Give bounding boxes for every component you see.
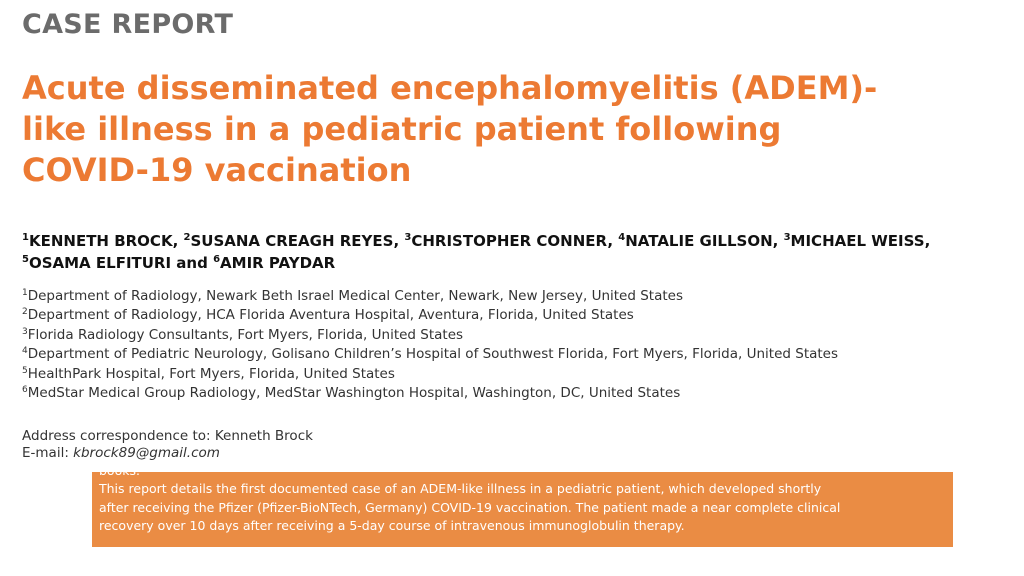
abstract-line: after receiving the Pfizer (Pfizer-BioNTech, Germany) COVID-19 vaccination. The patient made a near complete clinical xyxy=(99,499,841,515)
title-line: Acute disseminated encephalomyelitis (ADEM)- xyxy=(22,69,878,107)
author-affil-number: 5 xyxy=(22,254,29,265)
author-name: AMIR PAYDAR xyxy=(220,254,336,272)
author-separator: , xyxy=(607,232,619,250)
author xyxy=(404,232,607,250)
author xyxy=(22,232,173,250)
affiliation-number: 1 xyxy=(22,288,28,298)
affiliation-number: 3 xyxy=(22,326,28,337)
affiliation xyxy=(22,345,1022,364)
author-name: KENNETH BROCK xyxy=(28,232,173,250)
affiliation-number: 6 xyxy=(22,385,28,396)
affiliation-text: Florida Radiology Consultants, Fort Myers, Florida, United States xyxy=(27,326,464,343)
author xyxy=(22,254,171,272)
affiliation xyxy=(22,384,1022,403)
author xyxy=(213,254,335,272)
abstract-line: This report details the first documented case of an ADEM-like illness in a pediatric patient, which developed shortly xyxy=(99,481,822,496)
author-affil-number: 3 xyxy=(783,232,791,243)
affiliation-number: 2 xyxy=(22,307,28,318)
abstract-text xyxy=(99,480,939,536)
affiliation-list xyxy=(22,287,1022,403)
email-link[interactable]: kbrock89@gmail.com xyxy=(73,445,220,461)
author xyxy=(784,232,925,250)
correspondence xyxy=(22,428,313,462)
author xyxy=(184,232,394,250)
abstract-box xyxy=(92,463,953,547)
author-name: CHRISTOPHER CONNER xyxy=(411,232,608,250)
section-label: CASE REPORT xyxy=(22,9,234,40)
affiliation-text: Department of Pediatric Neurology, Golisano Children’s Hospital of Southwest Florida, Fort Myers, Florida, United States xyxy=(27,346,839,363)
affiliation-number: 4 xyxy=(22,346,28,357)
affiliation-text: Department of Radiology, Newark Beth Israel Medical Center, Newark, New Jersey, United States xyxy=(27,288,683,304)
affiliation-text: MedStar Medical Group Radiology, MedStar Washington Hospital, Washington, DC, United States xyxy=(27,385,681,402)
author-separator: , xyxy=(393,232,405,250)
author-list xyxy=(22,230,1022,274)
author-name: MICHAEL WEISS xyxy=(790,232,925,250)
email-label: E-mail: xyxy=(22,445,74,461)
correspondence-email-line xyxy=(22,445,313,462)
author-separator: , xyxy=(172,232,184,250)
affiliation-text: Department of Radiology, HCA Florida Aventura Hospital, Aventura, Florida, United States xyxy=(27,307,634,324)
affiliation xyxy=(22,326,1022,345)
author-affil-number: 3 xyxy=(404,232,412,243)
author-affil-number: 6 xyxy=(213,254,221,265)
author-separator: , xyxy=(924,232,931,250)
author-affil-number: 2 xyxy=(183,232,191,243)
abstract-line: recovery over 10 days after receiving a 5-day course of intravenous immunoglobulin therapy. xyxy=(99,518,685,533)
author-affil-number: 1 xyxy=(22,232,29,243)
author-separator: and xyxy=(171,254,214,272)
author-name: NATALIE GILLSON xyxy=(625,232,773,250)
author-affil-number: 4 xyxy=(618,232,626,243)
correspondence-address: Address correspondence to: Kenneth Brock xyxy=(22,428,313,444)
author-name: OSAMA ELFITURI xyxy=(28,254,172,272)
affiliation-number: 5 xyxy=(22,365,28,376)
abstract-cut-text: books. xyxy=(99,463,140,478)
affiliation xyxy=(22,287,1022,306)
author-separator: , xyxy=(772,232,784,250)
title-line: like illness in a pediatric patient following xyxy=(22,110,782,148)
affiliation-text: HealthPark Hospital, Fort Myers, Florida, United States xyxy=(27,365,395,382)
author-name: SUSANA CREAGH REYES xyxy=(190,232,394,250)
affiliation xyxy=(22,306,1022,325)
author xyxy=(618,232,772,250)
article-title xyxy=(22,68,922,191)
title-line: COVID-19 vaccination xyxy=(22,151,412,189)
affiliation xyxy=(22,365,1022,384)
